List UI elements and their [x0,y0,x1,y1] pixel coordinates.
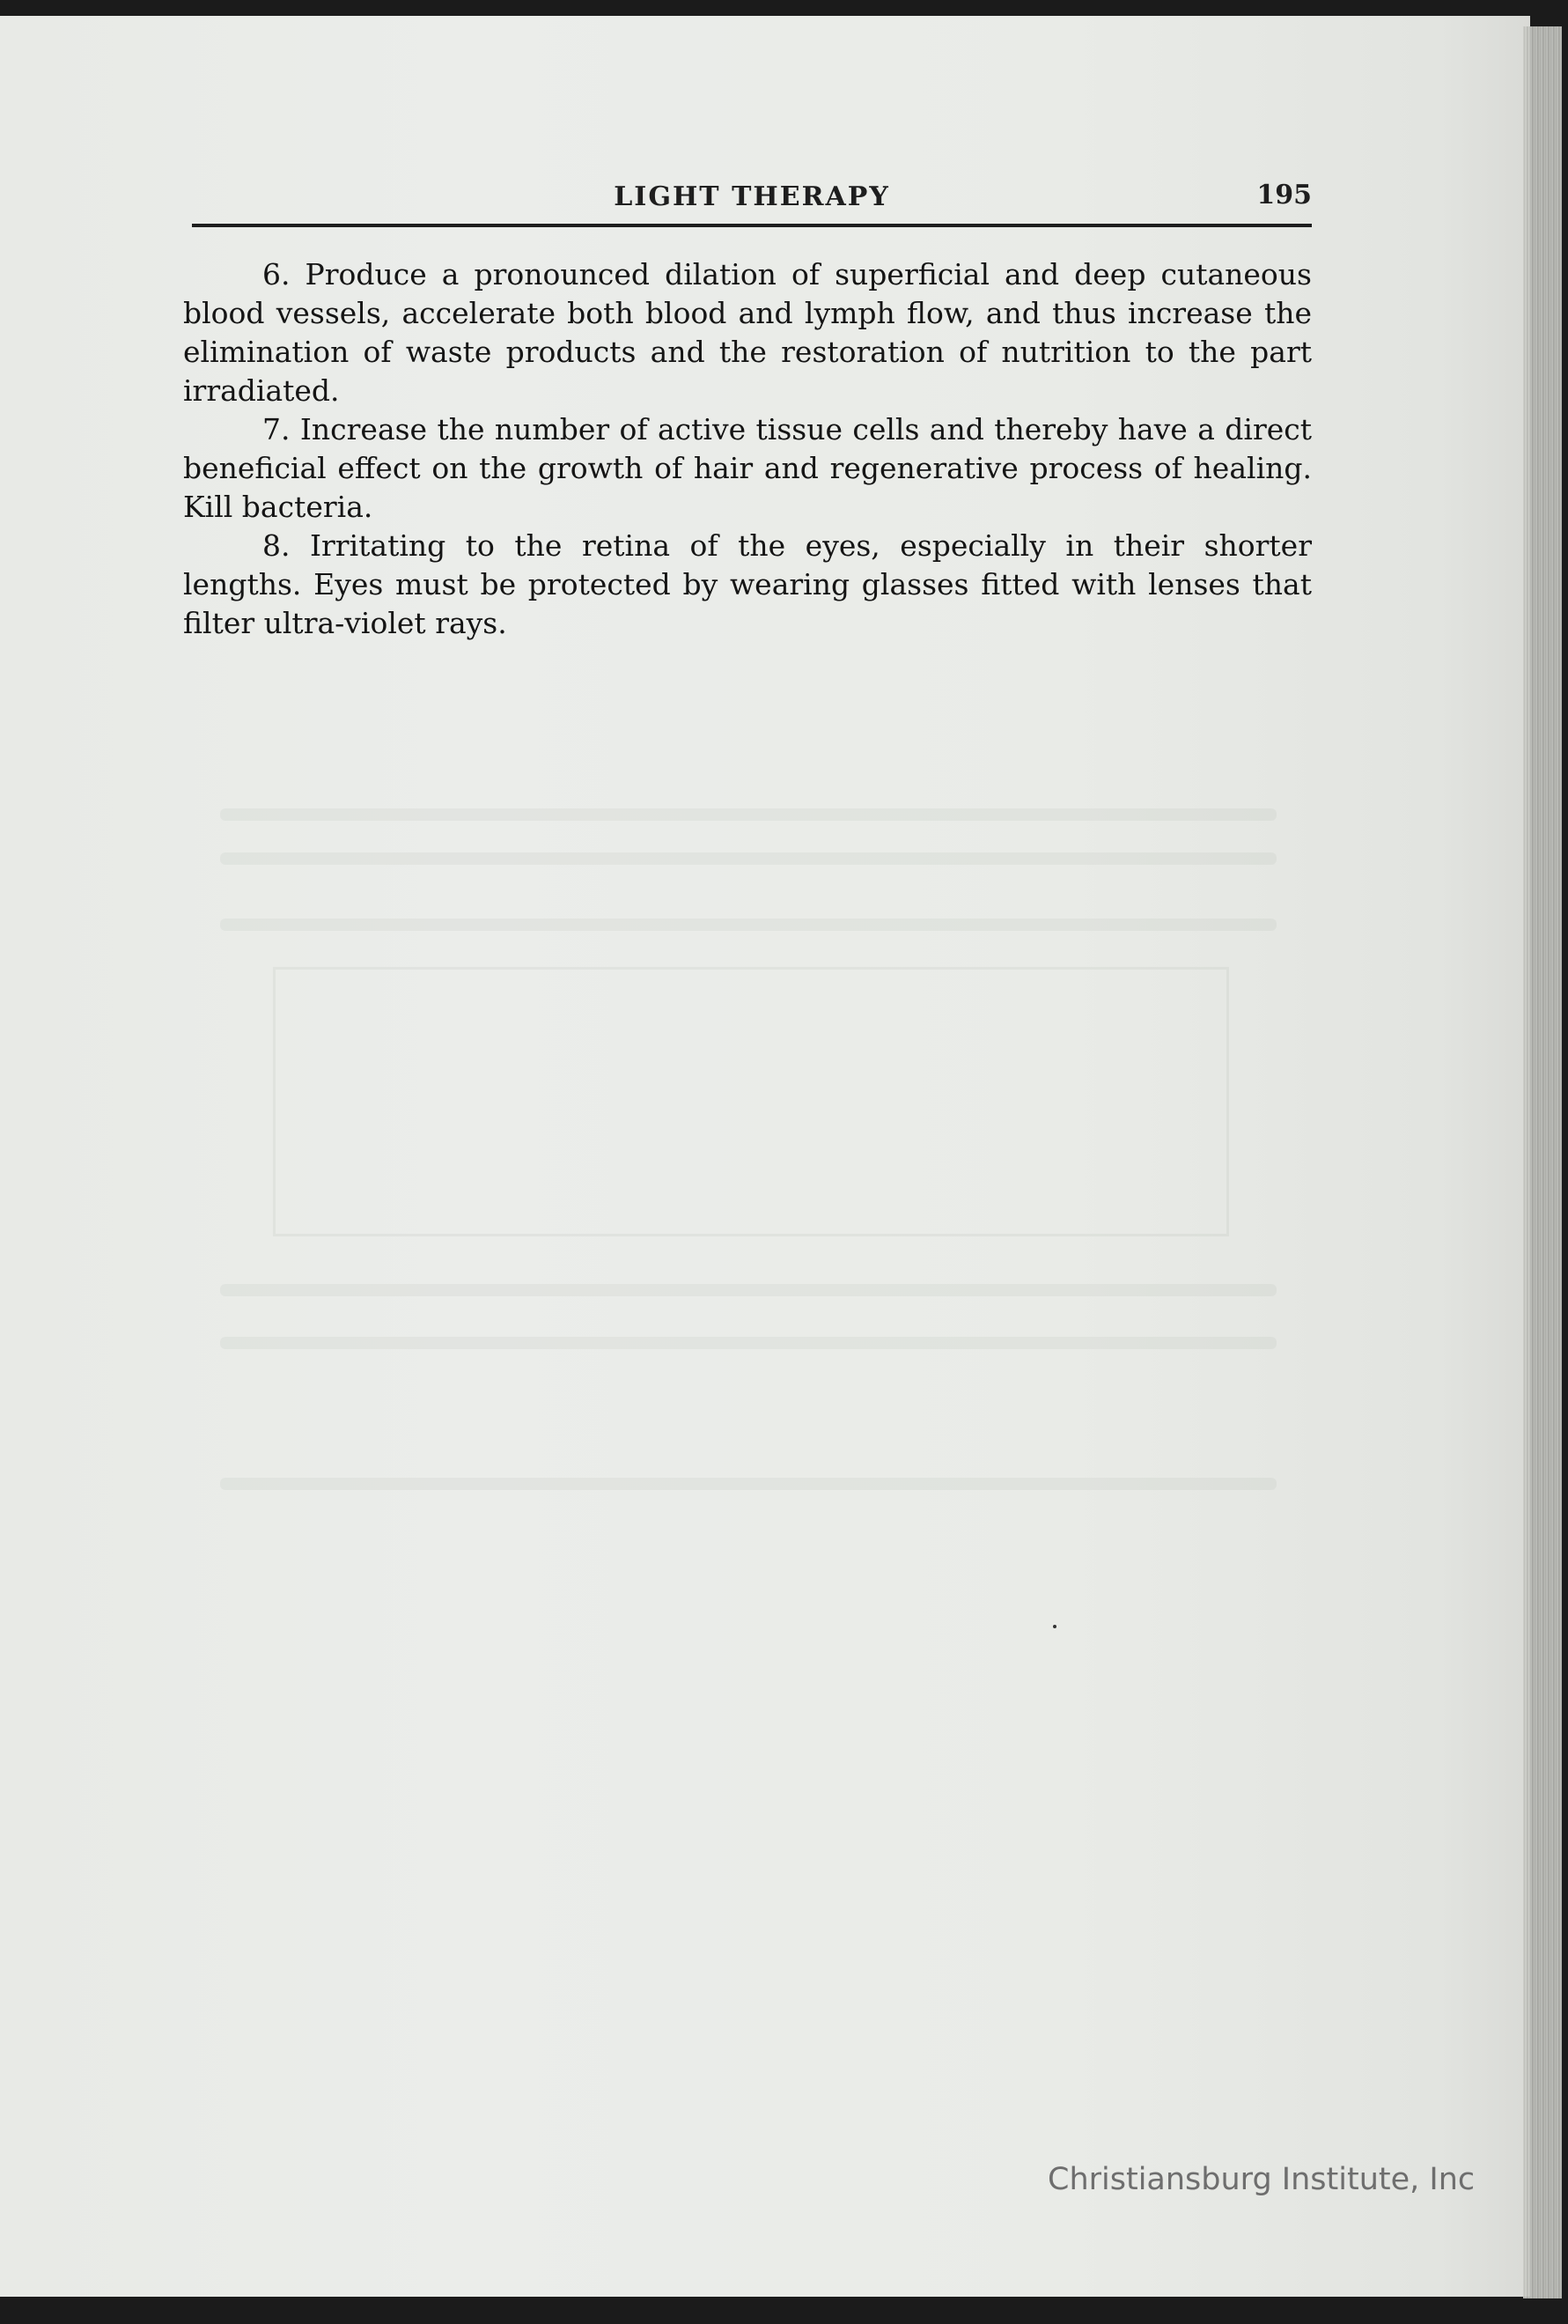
watermark: Christiansburg Institute, Inc [1048,2162,1476,2197]
show-through-line [220,919,1277,931]
show-through-line [220,808,1277,821]
body-text [183,255,1312,643]
show-through-line [220,1284,1277,1296]
header-rule [192,224,1312,227]
running-head: LIGHT THERAPY [614,181,890,212]
show-through-box [273,967,1229,1236]
paragraph-7: 7. Increase the number of active tissue cells and thereby have a direct beneficial effect on the growth of hair and regenerative process of healing. Kill bacteria. [183,412,1312,524]
show-through-line [220,852,1277,865]
show-through-line [220,1478,1277,1490]
paper-speck [1053,1625,1056,1628]
page-number: 195 [1256,180,1312,210]
paragraph-8: 8. Irritating to the retina of the eyes, especially in their shorter lengths. Eyes must be protected by wearing glasses fitted with lenses that filter ultra-violet rays. [183,528,1312,640]
page-header [192,176,1312,218]
page-edges [1523,26,1562,2298]
show-through-line [220,1337,1277,1349]
paragraph-6: 6. Produce a pronounced dilation of superficial and deep cutaneous blood vessels, accelerate both blood and lymph flow, and thus increase the elimination of waste products and the restoration of nutrition to the part irradiated. [183,257,1312,408]
